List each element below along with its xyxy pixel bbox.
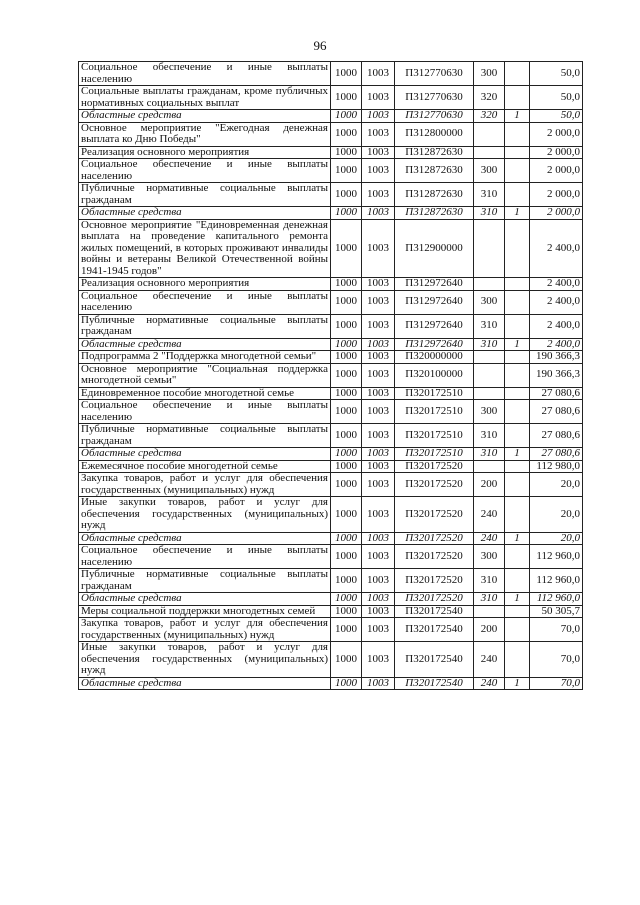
cell-code bbox=[505, 146, 530, 159]
cell-section: 1000 bbox=[331, 642, 362, 678]
cell-sum: 50,0 bbox=[530, 62, 583, 86]
table-row bbox=[79, 183, 583, 207]
cell-code bbox=[505, 363, 530, 387]
cell-subsection: 1003 bbox=[362, 314, 395, 338]
table-row bbox=[79, 605, 583, 618]
cell-expense-type: 300 bbox=[474, 400, 505, 424]
cell-section: 1000 bbox=[331, 593, 362, 606]
cell-article: П312770630 bbox=[395, 62, 474, 86]
cell-article: П320172520 bbox=[395, 545, 474, 569]
cell-code: 1 bbox=[505, 593, 530, 606]
cell-section: 1000 bbox=[331, 338, 362, 351]
cell-sum: 50,0 bbox=[530, 86, 583, 110]
table-row bbox=[79, 146, 583, 159]
cell-subsection: 1003 bbox=[362, 86, 395, 110]
cell-section: 1000 bbox=[331, 677, 362, 690]
cell-sum: 50,0 bbox=[530, 110, 583, 123]
cell-sum: 112 960,0 bbox=[530, 569, 583, 593]
cell-sum: 190 366,3 bbox=[530, 351, 583, 364]
cell-sum: 70,0 bbox=[530, 677, 583, 690]
cell-name: Областные средства bbox=[79, 448, 331, 461]
cell-subsection: 1003 bbox=[362, 460, 395, 473]
cell-code: 1 bbox=[505, 677, 530, 690]
cell-sum: 112 960,0 bbox=[530, 593, 583, 606]
cell-sum: 20,0 bbox=[530, 532, 583, 545]
cell-name: Социальное обеспечение и иные выплаты населению bbox=[79, 290, 331, 314]
cell-name: Публичные нормативные социальные выплаты гражданам bbox=[79, 424, 331, 448]
table-row bbox=[79, 569, 583, 593]
cell-sum: 20,0 bbox=[530, 497, 583, 533]
cell-expense-type bbox=[474, 387, 505, 400]
cell-subsection: 1003 bbox=[362, 338, 395, 351]
cell-subsection: 1003 bbox=[362, 219, 395, 278]
table-row bbox=[79, 424, 583, 448]
cell-code bbox=[505, 314, 530, 338]
cell-sum: 27 080,6 bbox=[530, 400, 583, 424]
cell-subsection: 1003 bbox=[362, 605, 395, 618]
cell-section: 1000 bbox=[331, 473, 362, 497]
cell-name: Публичные нормативные социальные выплаты гражданам bbox=[79, 314, 331, 338]
cell-sum: 70,0 bbox=[530, 618, 583, 642]
cell-subsection: 1003 bbox=[362, 183, 395, 207]
cell-name: Иные закупки товаров, работ и услуг для обеспечения государственных (муниципальных) нужд bbox=[79, 642, 331, 678]
cell-expense-type: 310 bbox=[474, 183, 505, 207]
table-row bbox=[79, 497, 583, 533]
cell-article: П320000000 bbox=[395, 351, 474, 364]
cell-code bbox=[505, 400, 530, 424]
cell-sum: 20,0 bbox=[530, 473, 583, 497]
table-row bbox=[79, 351, 583, 364]
cell-section: 1000 bbox=[331, 86, 362, 110]
cell-expense-type: 240 bbox=[474, 677, 505, 690]
cell-code bbox=[505, 605, 530, 618]
cell-subsection: 1003 bbox=[362, 424, 395, 448]
cell-subsection: 1003 bbox=[362, 62, 395, 86]
cell-sum: 50 305,7 bbox=[530, 605, 583, 618]
cell-article: П320172540 bbox=[395, 642, 474, 678]
cell-code bbox=[505, 569, 530, 593]
cell-code bbox=[505, 86, 530, 110]
cell-name: Основное мероприятие "Единовременная денежная выплата на проведение капитального ремонта жилых помещений, в которых проживают инвалиды войны и ветераны Великой Отечественной войны 1941-1945 годов" bbox=[79, 219, 331, 278]
cell-name: Основное мероприятие "Социальная поддержка многодетной семьи" bbox=[79, 363, 331, 387]
cell-article: П312972640 bbox=[395, 290, 474, 314]
cell-name: Областные средства bbox=[79, 110, 331, 123]
page-number: 96 bbox=[313, 38, 327, 53]
cell-article: П320172520 bbox=[395, 473, 474, 497]
cell-expense-type: 320 bbox=[474, 86, 505, 110]
cell-name: Ежемесячное пособие многодетной семье bbox=[79, 460, 331, 473]
cell-subsection: 1003 bbox=[362, 387, 395, 400]
cell-code bbox=[505, 460, 530, 473]
cell-article: П320172520 bbox=[395, 532, 474, 545]
cell-subsection: 1003 bbox=[362, 532, 395, 545]
cell-sum: 27 080,6 bbox=[530, 448, 583, 461]
cell-section: 1000 bbox=[331, 532, 362, 545]
cell-sum: 27 080,6 bbox=[530, 387, 583, 400]
cell-article: П320172540 bbox=[395, 605, 474, 618]
cell-code bbox=[505, 545, 530, 569]
cell-sum: 27 080,6 bbox=[530, 424, 583, 448]
cell-section: 1000 bbox=[331, 146, 362, 159]
table-row bbox=[79, 618, 583, 642]
cell-expense-type: 240 bbox=[474, 497, 505, 533]
cell-subsection: 1003 bbox=[362, 473, 395, 497]
cell-subsection: 1003 bbox=[362, 146, 395, 159]
cell-article: П312872630 bbox=[395, 159, 474, 183]
table-row bbox=[79, 86, 583, 110]
cell-subsection: 1003 bbox=[362, 677, 395, 690]
cell-article: П320172520 bbox=[395, 497, 474, 533]
cell-sum: 2 000,0 bbox=[530, 159, 583, 183]
cell-code bbox=[505, 62, 530, 86]
cell-code: 1 bbox=[505, 338, 530, 351]
table-row bbox=[79, 278, 583, 291]
cell-name: Областные средства bbox=[79, 207, 331, 220]
cell-name: Реализация основного мероприятия bbox=[79, 146, 331, 159]
cell-sum: 2 400,0 bbox=[530, 278, 583, 291]
cell-subsection: 1003 bbox=[362, 110, 395, 123]
cell-expense-type bbox=[474, 605, 505, 618]
table-row bbox=[79, 159, 583, 183]
cell-subsection: 1003 bbox=[362, 207, 395, 220]
cell-name: Меры социальной поддержки многодетных семей bbox=[79, 605, 331, 618]
cell-article: П312972640 bbox=[395, 314, 474, 338]
cell-expense-type bbox=[474, 219, 505, 278]
cell-article: П320172510 bbox=[395, 424, 474, 448]
cell-code: 1 bbox=[505, 207, 530, 220]
cell-code bbox=[505, 290, 530, 314]
cell-section: 1000 bbox=[331, 400, 362, 424]
cell-article: П320172510 bbox=[395, 400, 474, 424]
cell-article: П312800000 bbox=[395, 122, 474, 146]
cell-sum: 2 000,0 bbox=[530, 183, 583, 207]
cell-section: 1000 bbox=[331, 569, 362, 593]
cell-subsection: 1003 bbox=[362, 593, 395, 606]
cell-code bbox=[505, 473, 530, 497]
cell-expense-type bbox=[474, 460, 505, 473]
cell-article: П320172520 bbox=[395, 593, 474, 606]
cell-article: П320172540 bbox=[395, 677, 474, 690]
cell-subsection: 1003 bbox=[362, 400, 395, 424]
cell-section: 1000 bbox=[331, 122, 362, 146]
cell-name: Областные средства bbox=[79, 338, 331, 351]
cell-article: П320172520 bbox=[395, 460, 474, 473]
cell-section: 1000 bbox=[331, 159, 362, 183]
cell-expense-type: 310 bbox=[474, 569, 505, 593]
cell-expense-type bbox=[474, 146, 505, 159]
cell-sum: 112 960,0 bbox=[530, 545, 583, 569]
cell-name: Областные средства bbox=[79, 532, 331, 545]
cell-section: 1000 bbox=[331, 618, 362, 642]
cell-expense-type: 240 bbox=[474, 642, 505, 678]
cell-expense-type: 310 bbox=[474, 424, 505, 448]
cell-code bbox=[505, 424, 530, 448]
cell-subsection: 1003 bbox=[362, 122, 395, 146]
cell-expense-type bbox=[474, 278, 505, 291]
cell-article: П312872630 bbox=[395, 207, 474, 220]
cell-code: 1 bbox=[505, 110, 530, 123]
cell-section: 1000 bbox=[331, 278, 362, 291]
cell-code bbox=[505, 497, 530, 533]
cell-name: Социальное обеспечение и иные выплаты населению bbox=[79, 159, 331, 183]
cell-name: Закупка товаров, работ и услуг для обеспечения государственных (муниципальных) нужд bbox=[79, 473, 331, 497]
cell-article: П312770630 bbox=[395, 86, 474, 110]
cell-article: П312900000 bbox=[395, 219, 474, 278]
cell-code bbox=[505, 351, 530, 364]
cell-article: П320172510 bbox=[395, 387, 474, 400]
table-row bbox=[79, 642, 583, 678]
cell-section: 1000 bbox=[331, 448, 362, 461]
cell-expense-type: 310 bbox=[474, 338, 505, 351]
cell-sum: 2 400,0 bbox=[530, 290, 583, 314]
cell-subsection: 1003 bbox=[362, 618, 395, 642]
cell-expense-type: 320 bbox=[474, 110, 505, 123]
cell-section: 1000 bbox=[331, 351, 362, 364]
cell-subsection: 1003 bbox=[362, 159, 395, 183]
table-row-regional-funds bbox=[79, 207, 583, 220]
cell-section: 1000 bbox=[331, 545, 362, 569]
cell-article: П312972640 bbox=[395, 278, 474, 291]
cell-expense-type bbox=[474, 363, 505, 387]
budget-table-body bbox=[79, 62, 583, 690]
cell-article: П312972640 bbox=[395, 338, 474, 351]
cell-subsection: 1003 bbox=[362, 642, 395, 678]
cell-section: 1000 bbox=[331, 314, 362, 338]
cell-name: Областные средства bbox=[79, 677, 331, 690]
cell-subsection: 1003 bbox=[362, 569, 395, 593]
cell-article: П320172510 bbox=[395, 448, 474, 461]
cell-section: 1000 bbox=[331, 290, 362, 314]
table-row-regional-funds bbox=[79, 448, 583, 461]
cell-code: 1 bbox=[505, 448, 530, 461]
cell-sum: 2 000,0 bbox=[530, 122, 583, 146]
cell-expense-type bbox=[474, 122, 505, 146]
cell-sum: 2 000,0 bbox=[530, 146, 583, 159]
table-row-regional-funds bbox=[79, 110, 583, 123]
cell-code bbox=[505, 618, 530, 642]
cell-name: Социальное обеспечение и иные выплаты населению bbox=[79, 545, 331, 569]
table-row bbox=[79, 460, 583, 473]
cell-expense-type: 310 bbox=[474, 448, 505, 461]
cell-name: Социальные выплаты гражданам, кроме публичных нормативных социальных выплат bbox=[79, 86, 331, 110]
budget-table bbox=[78, 61, 583, 690]
cell-name: Подпрограмма 2 "Поддержка многодетной семьи" bbox=[79, 351, 331, 364]
cell-code: 1 bbox=[505, 532, 530, 545]
cell-code bbox=[505, 159, 530, 183]
cell-name: Закупка товаров, работ и услуг для обеспечения государственных (муниципальных) нужд bbox=[79, 618, 331, 642]
table-row-regional-funds bbox=[79, 593, 583, 606]
cell-expense-type: 300 bbox=[474, 290, 505, 314]
cell-article: П320172520 bbox=[395, 569, 474, 593]
cell-section: 1000 bbox=[331, 62, 362, 86]
cell-expense-type: 240 bbox=[474, 532, 505, 545]
table-row bbox=[79, 62, 583, 86]
cell-name: Публичные нормативные социальные выплаты гражданам bbox=[79, 183, 331, 207]
cell-expense-type: 310 bbox=[474, 207, 505, 220]
cell-article: П320100000 bbox=[395, 363, 474, 387]
cell-sum: 112 980,0 bbox=[530, 460, 583, 473]
cell-subsection: 1003 bbox=[362, 545, 395, 569]
cell-subsection: 1003 bbox=[362, 363, 395, 387]
cell-sum: 2 400,0 bbox=[530, 314, 583, 338]
cell-expense-type: 310 bbox=[474, 314, 505, 338]
table-row bbox=[79, 122, 583, 146]
cell-expense-type: 300 bbox=[474, 62, 505, 86]
cell-section: 1000 bbox=[331, 605, 362, 618]
cell-subsection: 1003 bbox=[362, 448, 395, 461]
cell-subsection: 1003 bbox=[362, 290, 395, 314]
cell-section: 1000 bbox=[331, 497, 362, 533]
cell-subsection: 1003 bbox=[362, 351, 395, 364]
table-row bbox=[79, 314, 583, 338]
cell-article: П312872630 bbox=[395, 146, 474, 159]
table-row-regional-funds bbox=[79, 338, 583, 351]
cell-expense-type: 300 bbox=[474, 545, 505, 569]
cell-code bbox=[505, 122, 530, 146]
table-row-regional-funds bbox=[79, 677, 583, 690]
cell-section: 1000 bbox=[331, 219, 362, 278]
cell-sum: 70,0 bbox=[530, 642, 583, 678]
cell-code bbox=[505, 387, 530, 400]
cell-name: Социальное обеспечение и иные выплаты населению bbox=[79, 400, 331, 424]
cell-code bbox=[505, 642, 530, 678]
cell-name: Основное мероприятие "Ежегодная денежная выплата ко Дню Победы" bbox=[79, 122, 331, 146]
cell-code bbox=[505, 278, 530, 291]
cell-name: Реализация основного мероприятия bbox=[79, 278, 331, 291]
table-row bbox=[79, 473, 583, 497]
cell-expense-type: 200 bbox=[474, 618, 505, 642]
cell-section: 1000 bbox=[331, 460, 362, 473]
cell-name: Публичные нормативные социальные выплаты гражданам bbox=[79, 569, 331, 593]
table-row bbox=[79, 219, 583, 278]
cell-article: П312770630 bbox=[395, 110, 474, 123]
cell-sum: 2 400,0 bbox=[530, 338, 583, 351]
cell-code bbox=[505, 183, 530, 207]
table-row bbox=[79, 363, 583, 387]
cell-section: 1000 bbox=[331, 363, 362, 387]
cell-sum: 190 366,3 bbox=[530, 363, 583, 387]
cell-section: 1000 bbox=[331, 183, 362, 207]
cell-name: Единовременное пособие многодетной семье bbox=[79, 387, 331, 400]
cell-article: П320172540 bbox=[395, 618, 474, 642]
table-row bbox=[79, 387, 583, 400]
table-row bbox=[79, 400, 583, 424]
cell-expense-type: 200 bbox=[474, 473, 505, 497]
table-row bbox=[79, 290, 583, 314]
cell-expense-type bbox=[474, 351, 505, 364]
cell-section: 1000 bbox=[331, 110, 362, 123]
cell-name: Областные средства bbox=[79, 593, 331, 606]
cell-article: П312872630 bbox=[395, 183, 474, 207]
cell-name: Социальное обеспечение и иные выплаты населению bbox=[79, 62, 331, 86]
cell-sum: 2 000,0 bbox=[530, 207, 583, 220]
cell-section: 1000 bbox=[331, 387, 362, 400]
cell-expense-type: 310 bbox=[474, 593, 505, 606]
cell-subsection: 1003 bbox=[362, 497, 395, 533]
cell-name: Иные закупки товаров, работ и услуг для обеспечения государственных (муниципальных) нужд bbox=[79, 497, 331, 533]
cell-code bbox=[505, 219, 530, 278]
cell-section: 1000 bbox=[331, 424, 362, 448]
cell-sum: 2 400,0 bbox=[530, 219, 583, 278]
cell-section: 1000 bbox=[331, 207, 362, 220]
cell-expense-type: 300 bbox=[474, 159, 505, 183]
table-row-regional-funds bbox=[79, 532, 583, 545]
table-row bbox=[79, 545, 583, 569]
cell-subsection: 1003 bbox=[362, 278, 395, 291]
